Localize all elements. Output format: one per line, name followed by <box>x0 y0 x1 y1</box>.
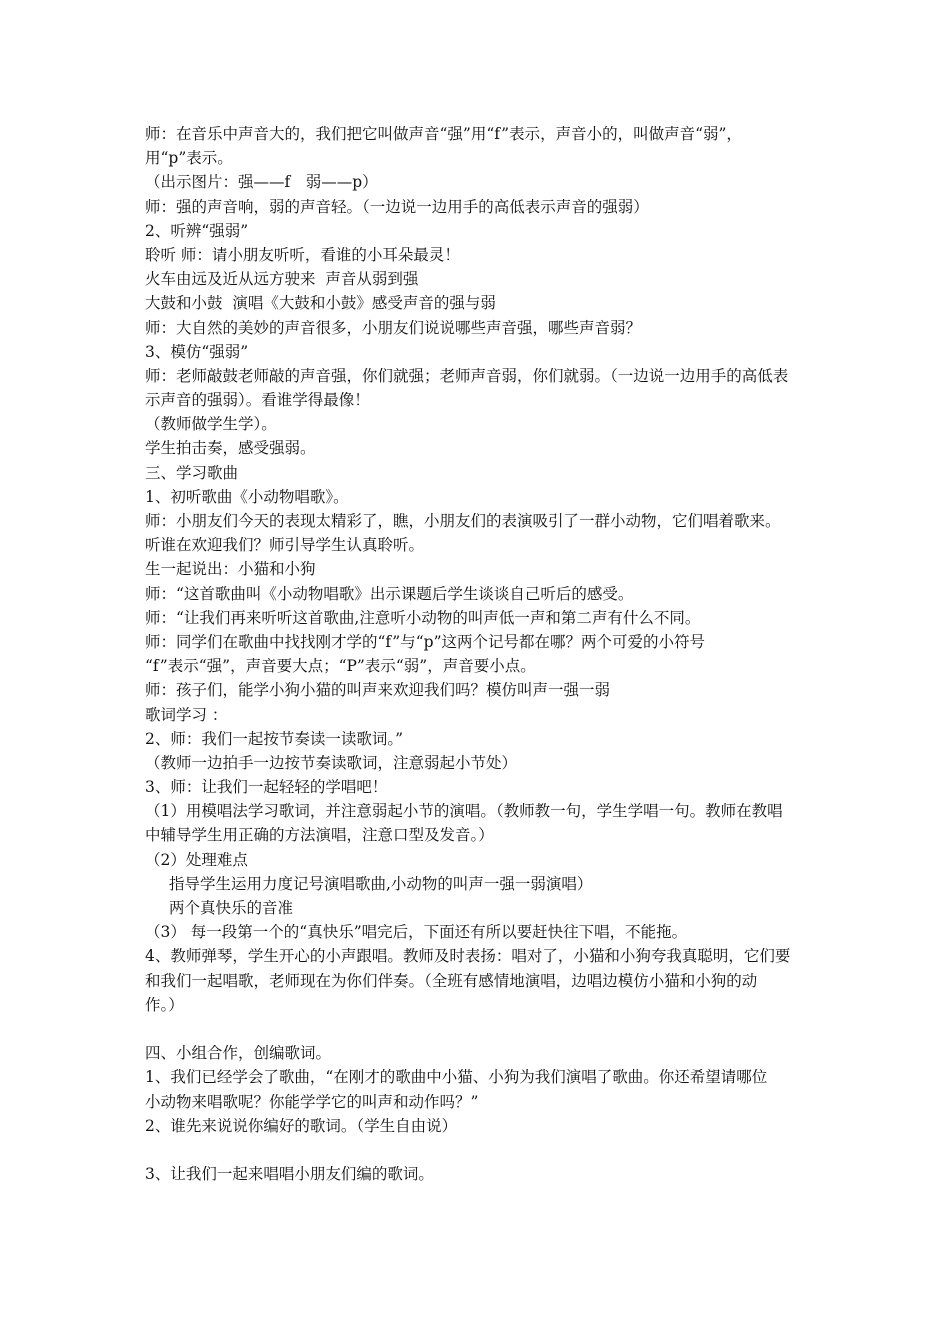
text-line: 指导学生运用力度记号演唱歌曲,小动物的叫声一强一弱演唱） <box>169 874 593 893</box>
text-line: 中辅导学生用正确的方法演唱，注意口型及发音。） <box>145 826 494 845</box>
text-line: 歌词学习 ： <box>145 705 228 724</box>
text-line: 师：小朋友们今天的表现太精彩了，瞧，小朋友们的表演吸引了一群小动物，它们唱着歌来。 <box>145 512 781 530</box>
section-heading: 三、学习歌曲 <box>145 463 239 482</box>
text-line: “f”表示“强”，声音要大点；“P”表示“弱”，声音要小点。 <box>145 657 536 676</box>
text-line: 小动物来唱歌呢？你能学学它的叫声和动作吗？” <box>145 1092 479 1111</box>
document-body <box>145 122 813 1186</box>
text-line: 师：大自然的美妙的声音很多，小朋友们说说哪些声音强，哪些声音弱？ <box>145 318 642 337</box>
text-line: （2）处理难点 <box>145 850 248 869</box>
text-line: 大鼓和小鼓 演唱《大鼓和小鼓》感受声音的强与弱 <box>145 294 496 313</box>
blank-line <box>145 1017 813 1041</box>
text-line: 两个真快乐的音准 <box>169 899 294 917</box>
text-line: 2、谁先来说说你编好的歌词。（学生自由说） <box>145 1116 458 1135</box>
text-line: （教师做学生学）。 <box>145 415 277 434</box>
text-line: 师：“这首歌曲叫《小动物唱歌》出示课题后学生谈谈自己听后的感受。 <box>145 584 634 603</box>
text-line: 聆听 师：请小朋友听听，看谁的小耳朵最灵！ <box>145 245 460 264</box>
text-line: 师：孩子们，能学小狗小猫的叫声来欢迎我们吗？模仿叫声一强一弱 <box>145 681 611 700</box>
text-line: （教师一边拍手一边按节奏读歌词，注意弱起小节处） <box>145 753 518 772</box>
text-line: 听谁在欢迎我们？师引导学生认真聆听。 <box>145 536 425 555</box>
text-line: 2、师：我们一起按节奏读一读歌词。” <box>145 729 404 748</box>
text-line: 师：“让我们再来听听这首歌曲,注意听小动物的叫声低一声和第二声有什么不同。 <box>145 608 701 627</box>
text-line: 用“p”表示。 <box>145 149 233 168</box>
text-line: 1、初听歌曲《小动物唱歌》。 <box>145 487 349 506</box>
text-line: 火车由远及近从远方驶来 声音从弱到强 <box>145 270 419 289</box>
text-line: 1、我们已经学会了歌曲，“在刚才的歌曲中小猫、小狗为我们演唱了歌曲。你还希望请哪位 <box>145 1068 768 1087</box>
blank-line <box>145 1138 813 1162</box>
text-line: 示声音的强弱）。看谁学得最像！ <box>145 391 370 410</box>
text-line: 师：同学们在歌曲中找找刚才学的“f”与“p”这两个记号都在哪？两个可爱的小符号 <box>145 632 706 651</box>
section-heading: 四、小组合作，创编歌词。 <box>145 1044 332 1063</box>
text-line: 师：强的声音响，弱的声音轻。（一边说一边用手的高低表示声音的强弱） <box>145 197 649 216</box>
text-line: 学生拍击奏，感受强弱。 <box>145 439 316 458</box>
text-line: 作。） <box>145 995 184 1014</box>
text-line: 3、让我们一起来唱唱小朋友们编的歌词。 <box>145 1165 434 1184</box>
text-line: 生一起说出：小猫和小狗 <box>145 560 316 579</box>
text-line: （1）用模唱法学习歌词，并注意弱起小节的演唱。（教师教一句，学生学唱一句。教师在教唱 <box>145 802 783 821</box>
text-line: 和我们一起唱歌，老师现在为你们伴奏。（全班有感情地演唱，边唱边模仿小猫和小狗的动 <box>145 971 758 990</box>
text-line: 师：老师敲鼓老师敲的声音强，你们就强；老师声音弱，你们就弱。（一边说一边用手的高低表 <box>145 366 789 385</box>
text-line: 师：在音乐中声音大的，我们把它叫做声音“强”用“f”表示，声音小的，叫做声音“弱”， <box>145 125 742 143</box>
text-line: （出示图片：强——f 弱——p） <box>145 173 378 192</box>
section-heading: 2、听辨“强弱” <box>145 221 249 240</box>
text-line: 3、师：让我们一起轻轻的学唱吧！ <box>145 778 388 797</box>
text-line: （3） 每一段第一个的“真快乐”唱完后，下面还有所以要赶快往下唱，不能拖。 <box>145 923 688 942</box>
text-line: 4、教师弹琴，学生开心的小声跟唱。教师及时表扬：唱对了，小猫和小狗夸我真聪明，它们要 <box>145 947 791 966</box>
section-heading: 3、模仿“强弱” <box>145 342 249 361</box>
